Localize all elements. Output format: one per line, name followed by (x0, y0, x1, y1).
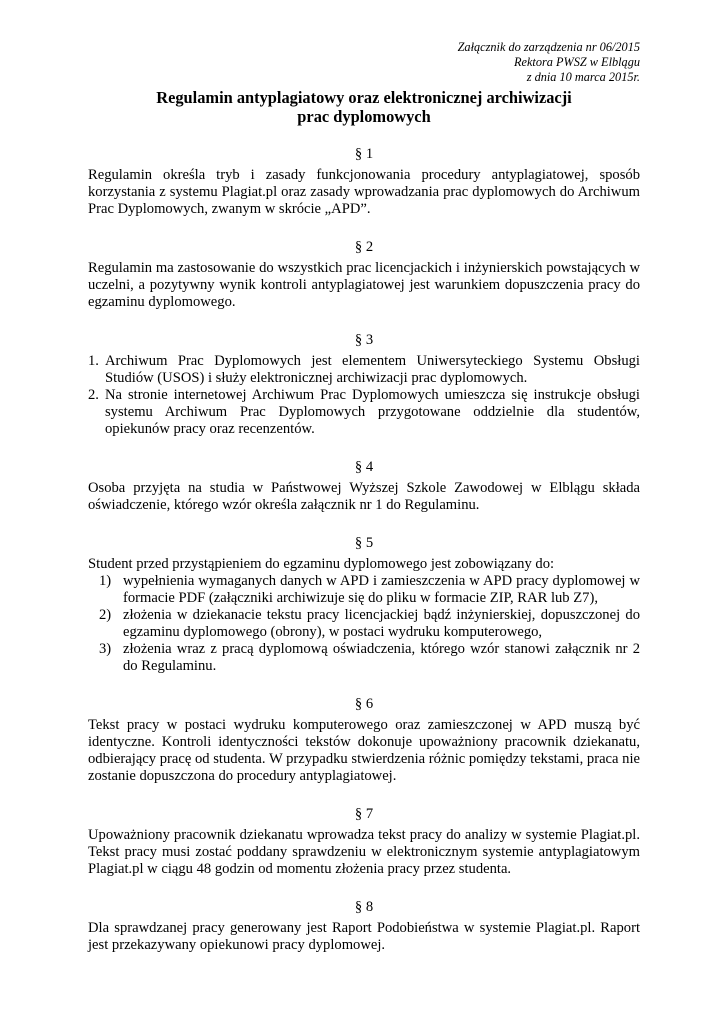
section-text: Osoba przyjęta na studia w Państwowej Wyższej Szkole Zawodowej w Elblągu składa oświadczenie, którego wzór określa załącznik nr 1 do Regulaminu. (88, 480, 640, 513)
title-line: Regulamin antyplagiatowy oraz elektronicznej archiwizacji (156, 88, 572, 107)
document-title (88, 88, 640, 126)
section-intro: Student przed przystąpieniem do egzaminu dyplomowego jest zobowiązany do: (88, 556, 555, 572)
section-text: Regulamin określa tryb i zasady funkcjonowania procedury antyplagiatowej, sposób korzystania z systemu Plagiat.pl oraz zasady wprowadzania prac dyplomowych do Archiwum Prac Dyplomowych, zwanym w skrócie „APD”. (88, 167, 640, 217)
document-page (88, 40, 640, 954)
section-mark: § 4 (354, 459, 374, 475)
list-item-text: złożenia w dziekanacie tekstu pracy licencjackiej bądź inżynierskiej, dopuszczonej do egzaminu dyplomowego (obrony), w postaci wydruku komputerowego, (123, 607, 640, 640)
annex-line: Załącznik do zarządzenia nr 06/2015 (457, 40, 640, 54)
section-text: Upoważniony pracownik dziekanatu wprowadza tekst pracy do analizy w systemie Plagiat.pl. Tekst pracy musi zostać poddany sprawdzeniu w elektronicznym systemie antyplagiatowym Plagiat.pl w ciągu 48 godzin od momentu złożenia pracy przez studenta. (88, 827, 640, 877)
section-mark: § 2 (354, 239, 374, 255)
list-item-number: 2. (88, 387, 99, 403)
title-line: prac dyplomowych (297, 107, 431, 126)
list-item (88, 387, 640, 438)
annex-note (88, 40, 640, 85)
section-2 (88, 239, 640, 311)
section-mark: § 5 (354, 535, 374, 551)
section-3 (88, 332, 640, 438)
obligations-list (88, 573, 640, 675)
section-1 (88, 146, 640, 218)
list-item-number: 1) (99, 573, 112, 589)
list-item-text: Na stronie internetowej Archiwum Prac Dyplomowych umieszcza się instrukcje obsługi systemu Archiwum Prac Dyplomowych przygotowane oddzielnie dla studentów, opiekunów pracy oraz recenzentów. (105, 387, 640, 437)
section-mark: § 8 (354, 899, 374, 915)
section-mark: § 3 (354, 332, 374, 348)
list-item-text: wypełnienia wymaganych danych w APD i zamieszczenia w APD pracy dyplomowej w formacie PDF (załączniki archiwizuje się do pliku w formacie ZIP, RAR lub Z7), (123, 573, 640, 606)
section-mark: § 7 (354, 806, 374, 822)
list-item-number: 1. (88, 353, 99, 369)
list-item (88, 607, 640, 641)
section-text: Regulamin ma zastosowanie do wszystkich prac licencjackich i inżynierskich powstających w uczelni, a pozytywny wynik kontroli antyplagiatowej jest warunkiem dopuszczenia pracy do egzaminu dyplomowego. (88, 260, 640, 310)
annex-line: z dnia 10 marca 2015r. (526, 70, 640, 84)
list-item (88, 641, 640, 675)
list-item (88, 573, 640, 607)
section-6 (88, 696, 640, 785)
section-5 (88, 535, 640, 675)
section-8 (88, 899, 640, 954)
list-item-text: Archiwum Prac Dyplomowych jest elementem Uniwersyteckiego Systemu Obsługi Studiów (USOS) i służy elektronicznej archiwizacji prac dyplomowych. (105, 353, 640, 386)
section-mark: § 1 (354, 146, 374, 162)
numbered-list (88, 353, 640, 438)
section-text: Tekst pracy w postaci wydruku komputerowego oraz zamieszczonej w APD muszą być identyczne. Kontroli identyczności tekstów dokonuje upoważniony pracownik dziekanatu, odbierający pracę od studenta. W przypadku stwierdzenia różnic pomiędzy tekstami, praca nie zostanie dopuszczona do procedury antyplagiatowej. (88, 717, 640, 784)
list-item-text: złożenia wraz z pracą dyplomową oświadczenia, którego wzór stanowi załącznik nr 2 do Regulaminu. (123, 641, 640, 674)
section-mark: § 6 (354, 696, 374, 712)
section-4 (88, 459, 640, 514)
section-7 (88, 806, 640, 878)
list-item-number: 2) (99, 607, 112, 623)
section-text: Dla sprawdzanej pracy generowany jest Raport Podobieństwa w systemie Plagiat.pl. Raport jest przekazywany opiekunowi pracy dyplomowej. (88, 920, 640, 953)
annex-line: Rektora PWSZ w Elblągu (513, 55, 640, 69)
list-item (88, 353, 640, 387)
list-item-number: 3) (99, 641, 112, 657)
